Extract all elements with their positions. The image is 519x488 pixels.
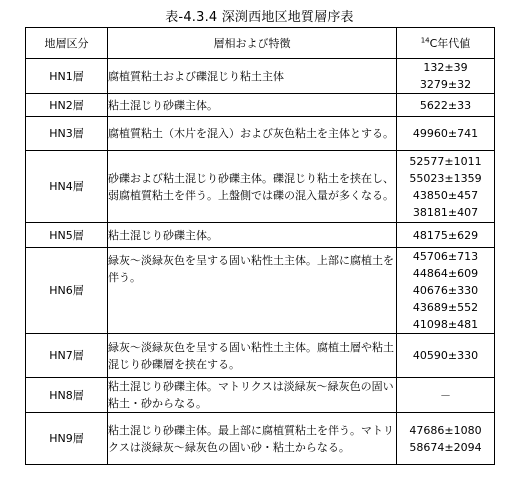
age-value: 52577±1011: [409, 154, 482, 168]
layer-cell: HN5層: [26, 223, 108, 248]
age-value: 48175±629: [412, 228, 479, 242]
description-cell: 腐植質粘土および礫混じり粘土主体: [108, 59, 397, 94]
description-cell: 緑灰～淡緑灰色を呈する固い粘性土主体。上部に腐植土を伴う。: [108, 248, 397, 334]
age-value: 43850±457: [412, 188, 479, 202]
age-value: 40590±330: [412, 349, 479, 362]
header-age-superscript: 14: [420, 35, 430, 44]
ages-cell: [397, 117, 495, 151]
age-value: 38181±407: [412, 205, 479, 219]
age-value: 45706±713: [412, 250, 479, 263]
description-cell: 粘土混じり砂礫主体。最上部に腐植質粘土を伴う。マトリクスは淡緑灰～緑灰色の固い砂・粘土からなる。: [108, 413, 397, 465]
table-row: [26, 117, 495, 151]
layer-cell: HN4層: [26, 151, 108, 223]
age-value: 55023±1359: [409, 171, 482, 185]
layer-cell: HN2層: [26, 94, 108, 117]
age-value: 5622±33: [419, 98, 472, 112]
header-description: 層相および特徴: [108, 28, 397, 59]
description-cell: 粘土混じり砂礫主体。: [108, 223, 397, 248]
ages-cell: [397, 151, 495, 223]
ages-cell: [397, 223, 495, 248]
ages-cell: [397, 59, 495, 94]
description-cell: 粘土混じり砂礫主体。マトリクスは淡緑灰～緑灰色の固い粘土・砂からなる。: [108, 378, 397, 413]
table-row: [26, 151, 495, 223]
table-row: [26, 378, 495, 413]
table-row: [26, 223, 495, 248]
layer-cell: HN9層: [26, 413, 108, 465]
description-cell: 粘土混じり砂礫主体。: [108, 94, 397, 117]
layer-cell: HN6層: [26, 248, 108, 334]
table-title: 表-4.3.4 深渕西地区地質層序表: [165, 10, 354, 25]
header-age: [397, 28, 495, 59]
table-row: [26, 334, 495, 378]
age-value: 43689±552: [412, 301, 479, 314]
header-row: [26, 28, 495, 59]
layer-cell: HN8層: [26, 378, 108, 413]
ages-cell: [397, 378, 495, 413]
description-cell: 砂礫および粘土混じり砂礫主体。礫混じり粘土を挟在し、弱腐植質粘土を伴う。上盤側では礫の混入量が多くなる。: [108, 151, 397, 223]
age-value: 132±39: [423, 61, 468, 74]
stratigraphy-table: [25, 27, 495, 465]
age-value: 41098±481: [412, 318, 479, 331]
age-value: 44864±609: [412, 267, 479, 280]
ages-cell: [397, 94, 495, 117]
age-value: 3279±32: [419, 78, 472, 91]
layer-cell: HN7層: [26, 334, 108, 378]
layer-cell: HN1層: [26, 59, 108, 94]
description-cell: 緑灰～淡緑灰色を呈する固い粘性土主体。腐植土層や粘土混じり砂礫層を挟在する。: [108, 334, 397, 378]
age-value: 49960±741: [412, 127, 479, 140]
ages-cell: [397, 413, 495, 465]
description-cell: 腐植質粘土（木片を混入）および灰色粘土を主体とする。: [108, 117, 397, 151]
table-row: [26, 94, 495, 117]
ages-cell: [397, 334, 495, 378]
layer-cell: HN3層: [26, 117, 108, 151]
table-row: [26, 248, 495, 334]
age-value: 47686±1080: [409, 423, 482, 437]
age-value: 40676±330: [412, 284, 479, 297]
ages-cell: [397, 248, 495, 334]
age-value: 58674±2094: [409, 440, 482, 454]
header-age-label: C年代値: [429, 36, 471, 50]
header-layer: 地層区分: [26, 28, 108, 59]
table-row: [26, 413, 495, 465]
table-row: [26, 59, 495, 94]
age-value: －: [440, 388, 451, 402]
